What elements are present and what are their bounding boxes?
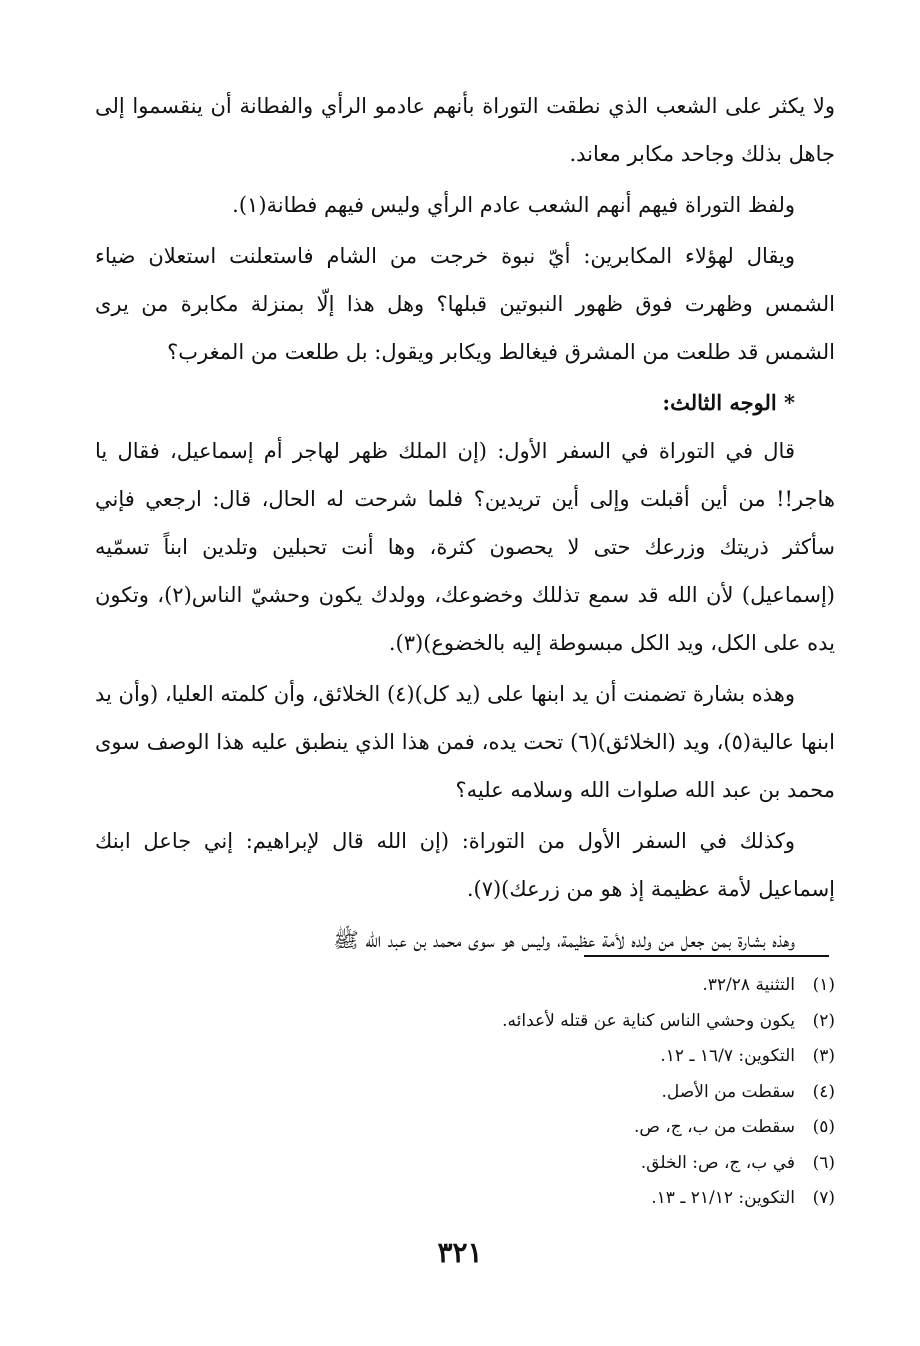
paragraph-1: ولا يكثر على الشعب الذي نطقت التوراة بأنهم عادمو الرأي والفطانة أن ينقسموا إلى جاهل بذلك وجاحد مكابر معاند. (95, 94, 835, 166)
page-number: ٣٢١ (437, 1236, 483, 1269)
footnote-item (95, 1146, 835, 1182)
page-body (95, 82, 835, 967)
footnote-text: سقطت من ب، ج، ص. (633, 1117, 795, 1137)
footnote-number: (١) (812, 975, 835, 995)
footnote-number: (٥) (812, 1117, 835, 1137)
footnote-number: (٤) (812, 1081, 835, 1102)
paragraph-4: قال في التوراة في السفر الأول: (إن الملك ظهر لهاجر أم إسماعيل، فقال يا هاجر!! من أين أقبلت وإلى أين تريدين؟ فلما شرحت له الحال، قال: ارجعي فإني سأكثر ذريتك وزرعك حتى لا يحصون كثرة، وها أنت تحبلين وتلدين ابناً تسمّيه (إسماعيل) لأن الله قد سمع تذللك وخضوعك، وولدك يكون وحشيّ الناس(٢)، وتكون يده على الكل، ويد الكل مبسوطة إليه بالخضوع)(٣). (95, 439, 835, 655)
footnote-number: (٣) (812, 1046, 835, 1066)
footnote-number: (٧) (812, 1188, 835, 1208)
paragraph-2: ولفظ التوراة فيهم أنهم الشعب عادم الرأي وليس فيهم فطانة(١). (232, 193, 795, 217)
footnote-text: التكوين: ٢١/١٢ ـ ١٣. (651, 1188, 795, 1208)
section-heading: * الوجه الثالث: (662, 390, 795, 415)
footnote-text: يكون وحشي الناس كناية عن قتله لأعدائه. (502, 1010, 795, 1031)
footnote-text: في ب، ج، ص: الخلق. (640, 1152, 795, 1173)
footnote-item (95, 1110, 835, 1146)
footnote-text: سقطت من الأصل. (661, 1081, 795, 1102)
footnote-item (95, 968, 835, 1004)
footnote-number: (٦) (812, 1152, 835, 1173)
paragraph-6: وكذلك في السفر الأول من التوراة: (إن الله قال لإبراهيم: إني جاعل ابنك إسماعيل لأمة عظيمة إذ هو من زرعك)(٧). (95, 829, 835, 901)
footnote-item (95, 1004, 835, 1040)
paragraph-3: ويقال لهؤلاء المكابرين: أيّ نبوة خرجت من الشام فاستعلنت استعلان ضياء الشمس وظهرت فوق ظهور النبوتين قبلها؟ وهل هذا إلّا بمنزلة مكابرة من يرى الشمس قد طلعت من المشرق فيغالط ويكابر ويقول: بل طلعت من المغرب؟ (95, 244, 835, 364)
paragraph-7: وهذه بشارة بمن جعل من ولده لأمة عظيمة، وليس هو سوى محمد بن عبد الله ﷺ (333, 928, 795, 952)
footnote-separator (584, 955, 829, 957)
footnotes (95, 968, 835, 1217)
footnote-item (95, 1039, 835, 1075)
footnote-number: (٢) (812, 1010, 835, 1031)
footnote-text: التكوين: ١٦/٧ ـ ١٢. (660, 1046, 795, 1066)
paragraph-5: وهذه بشارة تضمنت أن يد ابنها على (يد كل)(٤) الخلائق، وأن كلمته العليا، (وأن يد ابنها عالية(٥)، ويد (الخلائق)(٦) تحت يده، فمن هذا الذي ينطبق عليه هذا الوصف سوى محمد بن عبد الله صلوات الله وسلامه عليه؟ (95, 682, 835, 802)
footnote-item (95, 1181, 835, 1217)
footnote-text: التثنية ٣٢/٢٨. (702, 975, 795, 995)
footnote-item (95, 1075, 835, 1111)
